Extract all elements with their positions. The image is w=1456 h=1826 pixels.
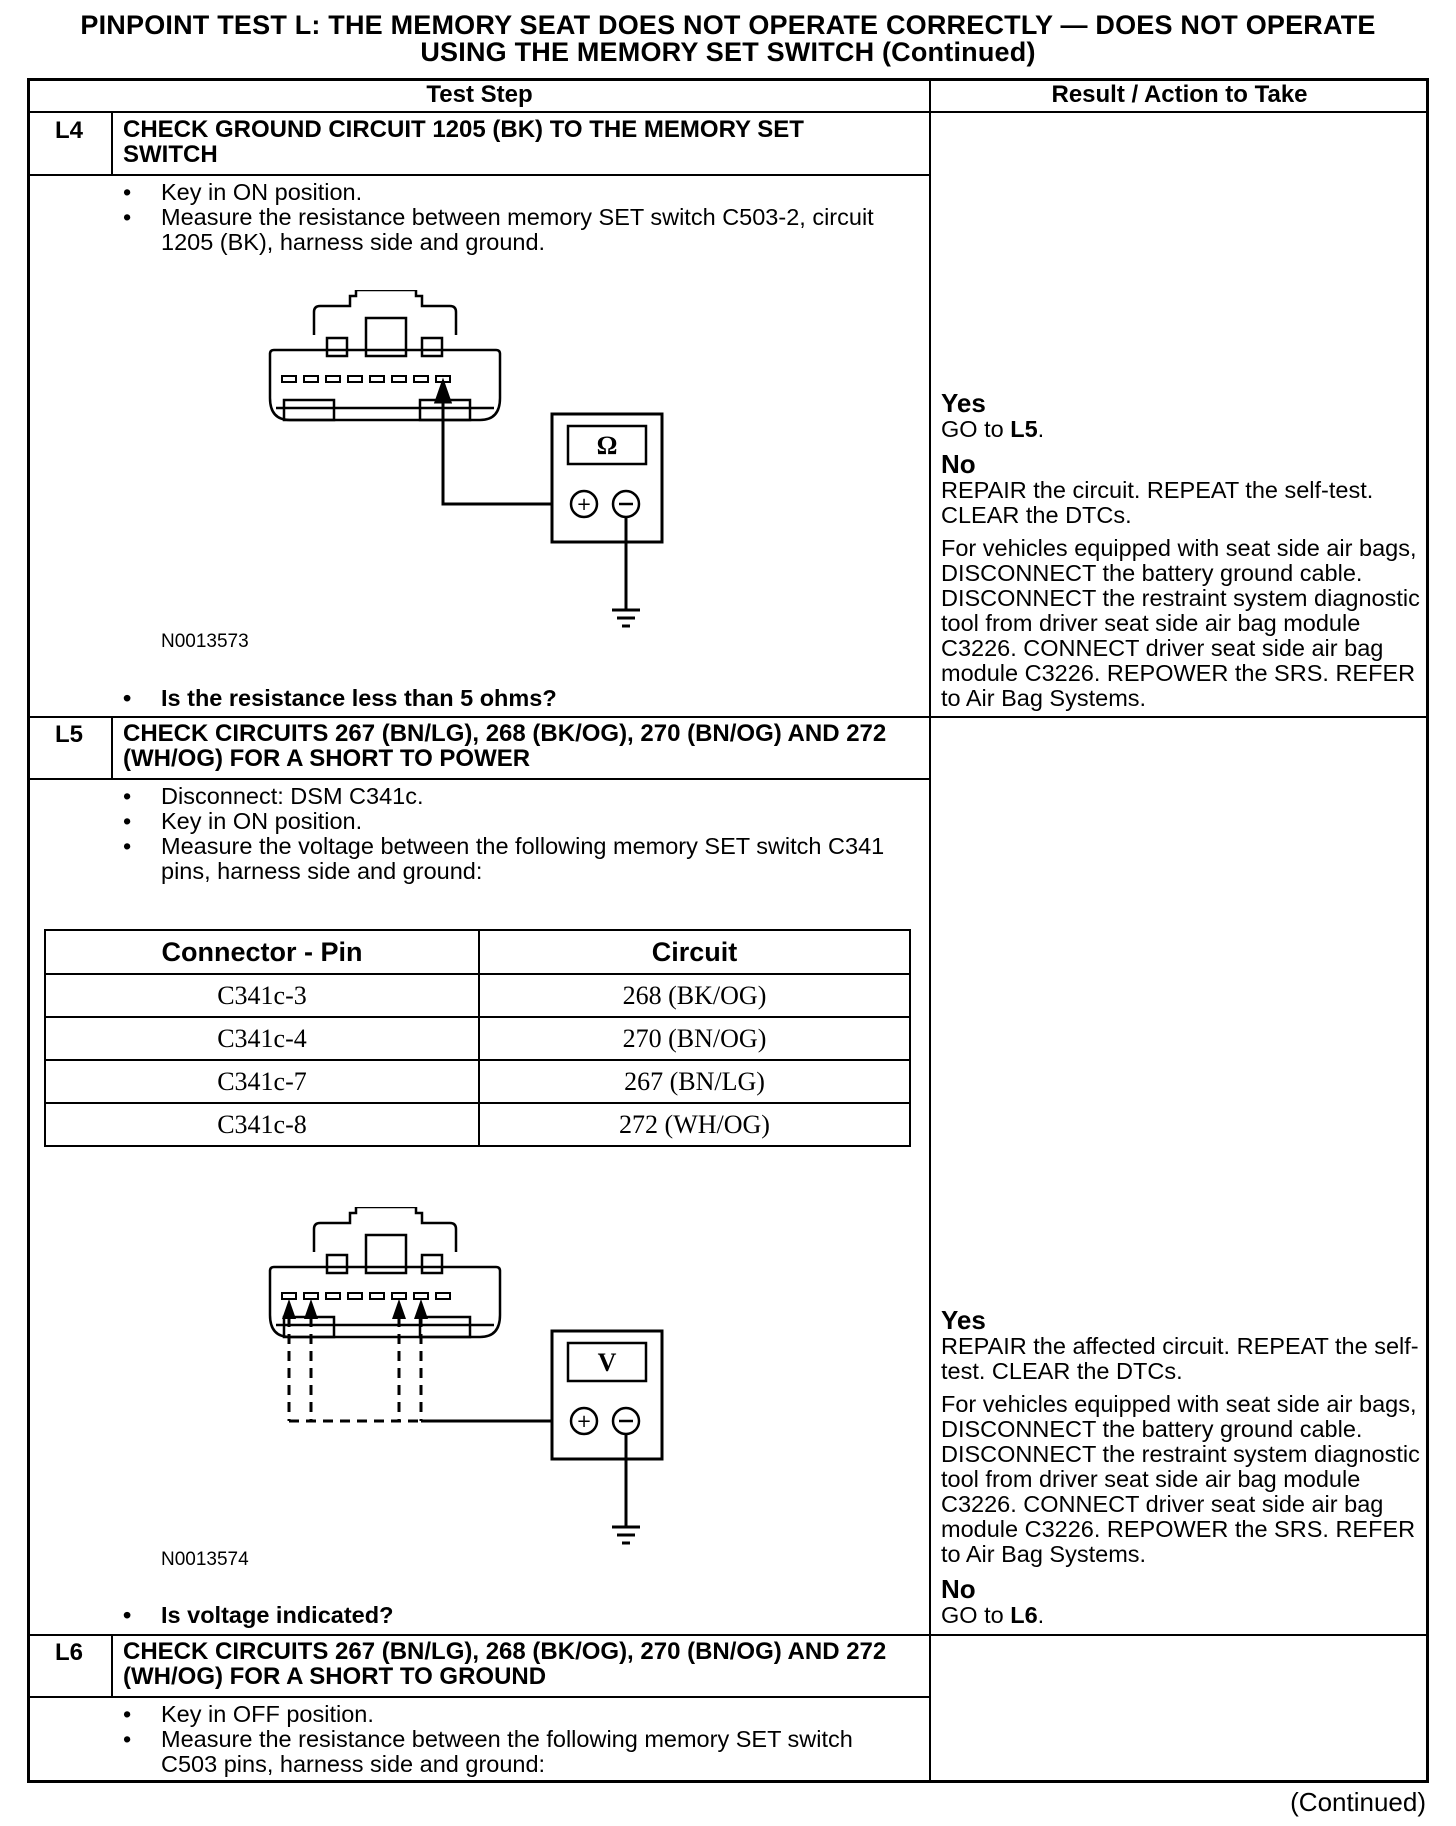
goto-link-l5[interactable]: L5 [1010,416,1038,442]
list-item: • Measure the voltage between the following memory SET switch C341 pins, harness side and ground: [123,834,903,884]
cell-pin: C341c-4 [45,1017,479,1060]
connector-body-outline [270,1267,500,1337]
l5-bottom-divider [27,1634,1429,1636]
connector-voltmeter-diagram [260,1207,680,1557]
result-no-label: No [941,1574,976,1604]
cell-circuit: 267 (BN/LG) [479,1060,910,1103]
connector-pin-table [44,929,911,1147]
step-heading-l5: CHECK CIRCUITS 267 (BN/LG), 268 (BK/OG), 270 (BN/OG) AND 272 (WH/OG) FOR A SHORT TO POWER [123,720,887,772]
result-yes-text: REPAIR the affected circuit. REPEAT the self-test. CLEAR the DTCs. [941,1333,1419,1384]
result-yes-note: For vehicles equipped with seat side air bags, DISCONNECT the battery ground cable. DISCONNECT the restraint system diagnostic tool from driver seat side air bag module C3226. CONNECT driver seat side air bag module C3226. REPOWER the SRS. REFER to Air Bag Systems. [941,1391,1420,1567]
step-id-l5: L5 [54,721,83,748]
connector-pins [282,1293,450,1299]
header-result: Result / Action to Take [1051,81,1308,108]
page-title [0,12,1456,66]
list-item: • Key in OFF position. [123,1702,903,1727]
result-no-text: GO to L6. [941,1602,1045,1628]
voltmeter-icon [552,1331,662,1459]
figure-id-l4: N0013573 [161,631,249,652]
result-yes-text: GO to L5. [941,416,1045,442]
connector-latch-outline [314,290,456,335]
l6-heading-divider [27,1696,929,1698]
l5-heading-divider [27,778,929,780]
table-row [45,1103,910,1146]
connector-pins [282,376,450,382]
l4-instructions [123,180,903,255]
list-item: • Measure the resistance between the following memory SET switch C503 pins, harness side and ground: [123,1727,903,1777]
l5-question [123,1603,903,1628]
l5-instructions [123,784,903,884]
svg-text:+: + [576,494,592,515]
header-divider [27,111,1429,113]
col-header-circuit: Circuit [479,930,910,974]
result-yes-label: Yes [941,1305,986,1335]
cell-circuit: 272 (WH/OG) [479,1103,910,1146]
page-title-line2: USING THE MEMORY SET SWITCH (Continued) [420,37,1036,67]
table-row [45,1060,910,1103]
page-title-line1: PINPOINT TEST L: THE MEMORY SEAT DOES NOT OPERATE CORRECTLY — DOES NOT OPERATE [80,10,1376,40]
svg-text:V: V [597,1348,617,1377]
col-header-connector-pin: Connector - Pin [45,930,479,974]
l4-id-divider [111,111,113,174]
cell-pin: C341c-3 [45,974,479,1017]
list-item: • Disconnect: DSM C341c. [123,784,903,809]
connector-body-outline [270,350,500,420]
test-question: • Is the resistance less than 5 ohms? [123,686,903,711]
step-heading-l4: CHECK GROUND CIRCUIT 1205 (BK) TO THE MEMORY SET SWITCH [123,116,804,168]
result-no-note: For vehicles equipped with seat side air bags, DISCONNECT the battery ground cable. DISCONNECT the restraint system diagnostic tool from driver seat side air bag module C3226. CONNECT driver seat side air bag module C3226. REPOWER the SRS. REFER to Air Bag Systems. [941,535,1420,711]
table-row [45,1017,910,1060]
ohmmeter-icon [552,414,662,542]
cell-pin: C341c-7 [45,1060,479,1103]
l4-question [123,686,903,711]
test-question: • Is voltage indicated? [123,1603,903,1628]
figure-id-l5: N0013574 [161,1549,249,1570]
l4-heading-divider [27,174,929,176]
svg-text:Ω: Ω [596,431,618,460]
result-no-label: No [941,449,976,479]
list-item: • Key in ON position. [123,180,903,205]
cell-circuit: 268 (BK/OG) [479,974,910,1017]
header-test-step: Test Step [426,81,533,108]
l4-bottom-divider [27,716,1429,718]
connector-latch-outline [314,1207,456,1252]
l6-instructions [123,1702,903,1777]
step-heading-l6: CHECK CIRCUITS 267 (BN/LG), 268 (BK/OG), 270 (BN/OG) AND 272 (WH/OG) FOR A SHORT TO GROUND [123,1638,887,1690]
result-no-text: REPAIR the circuit. REPEAT the self-test. CLEAR the DTCs. [941,477,1374,528]
connector-ohmmeter-diagram [260,290,680,640]
l5-result [941,1306,1441,1628]
l4-result [941,389,1441,711]
column-divider [929,78,931,1783]
result-yes-label: Yes [941,388,986,418]
table-row [45,974,910,1017]
cell-circuit: 270 (BN/OG) [479,1017,910,1060]
svg-text:+: + [576,1411,592,1432]
step-id-l4: L4 [54,117,83,144]
l5-id-divider [111,716,113,778]
step-id-l6: L6 [54,1639,83,1666]
list-item: • Key in ON position. [123,809,903,834]
dashed-probe-leads [289,1317,421,1421]
list-item: • Measure the resistance between memory SET switch C503-2, circuit 1205 (BK), harness side and ground. [123,205,903,255]
table-header-row [45,930,910,974]
continued-label: (Continued) [1290,1787,1426,1817]
goto-link-l6[interactable]: L6 [1010,1602,1038,1628]
l6-id-divider [111,1634,113,1696]
cell-pin: C341c-8 [45,1103,479,1146]
